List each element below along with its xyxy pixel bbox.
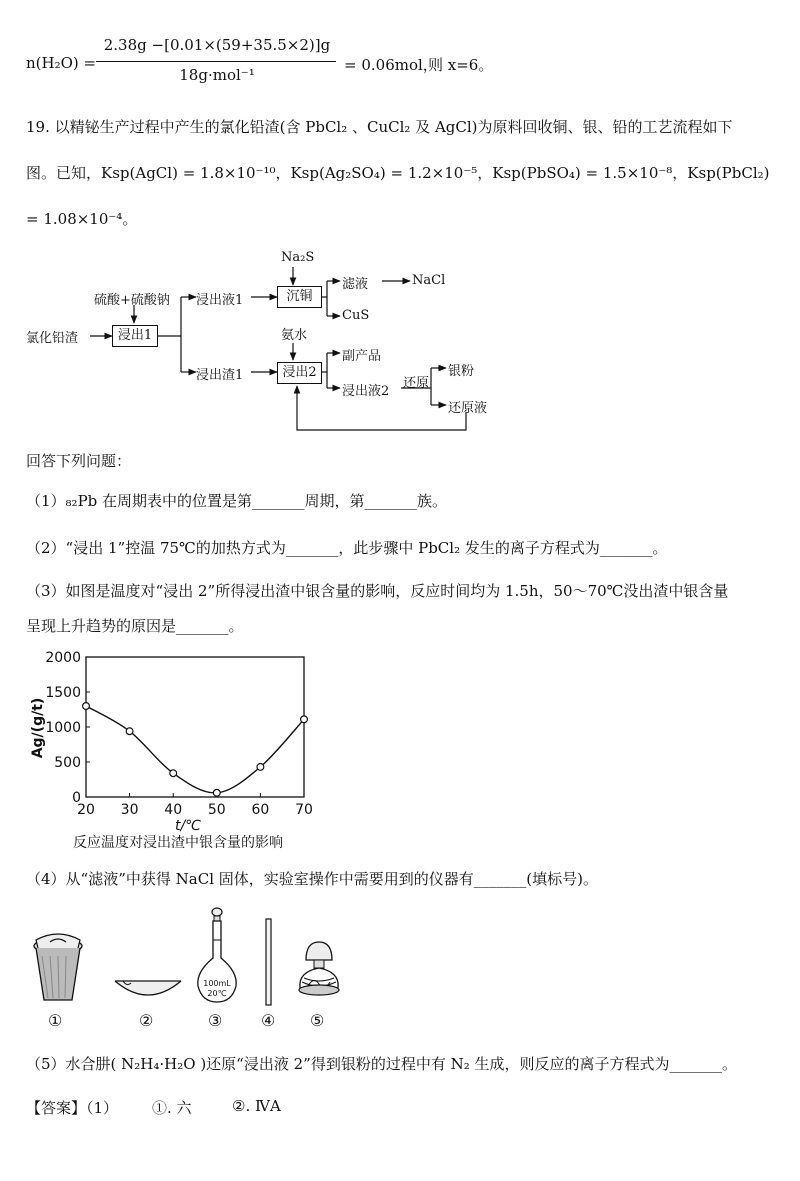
chart-y-tick-label: 500 [54, 755, 81, 771]
chart-y-tick-label: 1500 [45, 685, 81, 701]
chart-x-tick-label: 30 [120, 802, 139, 818]
flow-ammonia: 氨水 [281, 328, 308, 343]
chart-data-point [301, 716, 308, 723]
chart-y-axis-label: Ag/(g/t) [30, 697, 46, 759]
chart-data-point [213, 789, 220, 796]
question-4: （4）从“滤液”中获得 NaCl 固体，实验室操作中需要用到的仪器有_______(填标号)。 [26, 870, 598, 888]
flow-reduce: 还原 [403, 376, 430, 391]
questions-intro: 回答下列问题： [26, 452, 132, 470]
chart-x-axis-label: t/℃ [175, 818, 201, 834]
flow-reduced-liquid: 还原液 [448, 401, 488, 416]
flask-label-temp: 20℃ [207, 989, 227, 998]
crucible-icon [28, 932, 88, 1002]
apparatus-label-1: ① [48, 1011, 63, 1030]
answer-2: ②. ⅣA [232, 1097, 281, 1115]
alcohol-lamp-icon [294, 938, 344, 1008]
chart-x-tick-label: 40 [164, 802, 183, 818]
flow-filtrate: 滤液 [342, 277, 369, 292]
chart-x-tick-label: 70 [295, 802, 313, 818]
question-2: （2）“浸出 1”控温 75℃的加热方式为_______，此步骤中 PbCl₂ 发生的离子方程式为_______。 [26, 539, 668, 557]
apparatus-label-5: ⑤ [310, 1011, 325, 1030]
formula-rhs: = 0.06mol， [344, 56, 438, 74]
flask-label-volume: 100mL [203, 979, 231, 988]
glass-rod-icon [263, 918, 275, 1008]
flow-reagent1: 硫酸+硫酸钠 [94, 293, 170, 308]
chart-x-tick-label: 50 [207, 802, 226, 818]
question-3-line1: （3）如图是温度对“浸出 2”所得浸出渣中银含量的影响，反应时间均为 1.5h，50～70℃没出渣中银含量 [26, 582, 729, 600]
volumetric-flask-icon [192, 906, 242, 1006]
question-1: （1）₈₂Pb 在周期表中的位置是第_______周期，第_______族。 [26, 492, 448, 510]
chart-data-point [170, 770, 177, 777]
q19-line2: 图。已知，Ksp(AgCl) = 1.8×10⁻¹⁰，Ksp(Ag₂SO₄) = 1.2×10⁻⁵，Ksp(PbSO₄) = 1.5×10⁻⁸，Ksp(PbCl₂) [26, 164, 770, 182]
formula-denominator: 18g·mol⁻¹ [179, 66, 255, 84]
q19-line1: 19. 以精铋生产过程中产生的氯化铅渣(含 PbCl₂ 、CuCl₂ 及 AgCl)为原料回收铜、银、铅的工艺流程如下 [26, 118, 733, 136]
answer-prefix: 【答案】（1） [26, 1099, 119, 1117]
flow-cus: CuS [342, 308, 370, 323]
apparatus-label-2: ② [139, 1011, 154, 1030]
formula-numerator: 2.38g −[0.01×(59+35.5×2)]g [103, 36, 331, 54]
flow-leach-liquid2: 浸出液2 [342, 384, 390, 399]
evaporating-dish-icon [113, 975, 183, 1005]
flow-byproduct: 副产品 [342, 349, 382, 364]
chart-data-point [126, 728, 133, 735]
answer-1: ①. 六 [152, 1099, 192, 1117]
chart-y-tick-label: 2000 [45, 650, 81, 666]
chart-data-point [83, 703, 90, 710]
question-5: （5）水合肼( N₂H₄·H₂O )还原“浸出液 2”得到银粉的过程中有 N₂ 生成，则反应的离子方程式为_______。 [26, 1055, 738, 1073]
chart-y-tick-label: 0 [72, 790, 81, 806]
chart-series-curve [86, 706, 304, 793]
chart-x-tick-label: 20 [77, 802, 95, 818]
chart-x-tick-label: 60 [251, 802, 270, 818]
silver-content-chart [0, 640, 800, 860]
apparatus-label-3: ③ [208, 1011, 223, 1030]
flow-step-cu-box: 沉铜 [277, 286, 322, 308]
formula-conclusion: 则 x=6。 [428, 56, 494, 74]
chart-data-point [257, 764, 264, 771]
flow-start: 氯化铅渣 [26, 331, 79, 346]
apparatus-label-4: ④ [261, 1011, 276, 1030]
q19-line3: = 1.08×10⁻⁴。 [26, 210, 138, 228]
formula-lhs: n(H₂O) = [26, 54, 97, 72]
flow-nacl: NaCl [412, 273, 446, 288]
chart-svg [0, 640, 800, 860]
chart-plot-frame [86, 657, 304, 797]
flow-silver: 银粉 [448, 364, 475, 379]
chart-y-tick-label: 1000 [45, 720, 81, 736]
chart-title: 反应温度对浸出渣中银含量的影响 [73, 835, 283, 851]
flow-leach-residue1: 浸出渣1 [196, 368, 244, 383]
flow-step1-box: 浸出1 [112, 325, 158, 347]
question-3-line2: 呈现上升趋势的原因是_______。 [26, 617, 244, 635]
flow-step2-box: 浸出2 [277, 362, 322, 384]
flow-leach-liquid1: 浸出液1 [196, 293, 244, 308]
flow-na2s: Na₂S [281, 250, 315, 265]
